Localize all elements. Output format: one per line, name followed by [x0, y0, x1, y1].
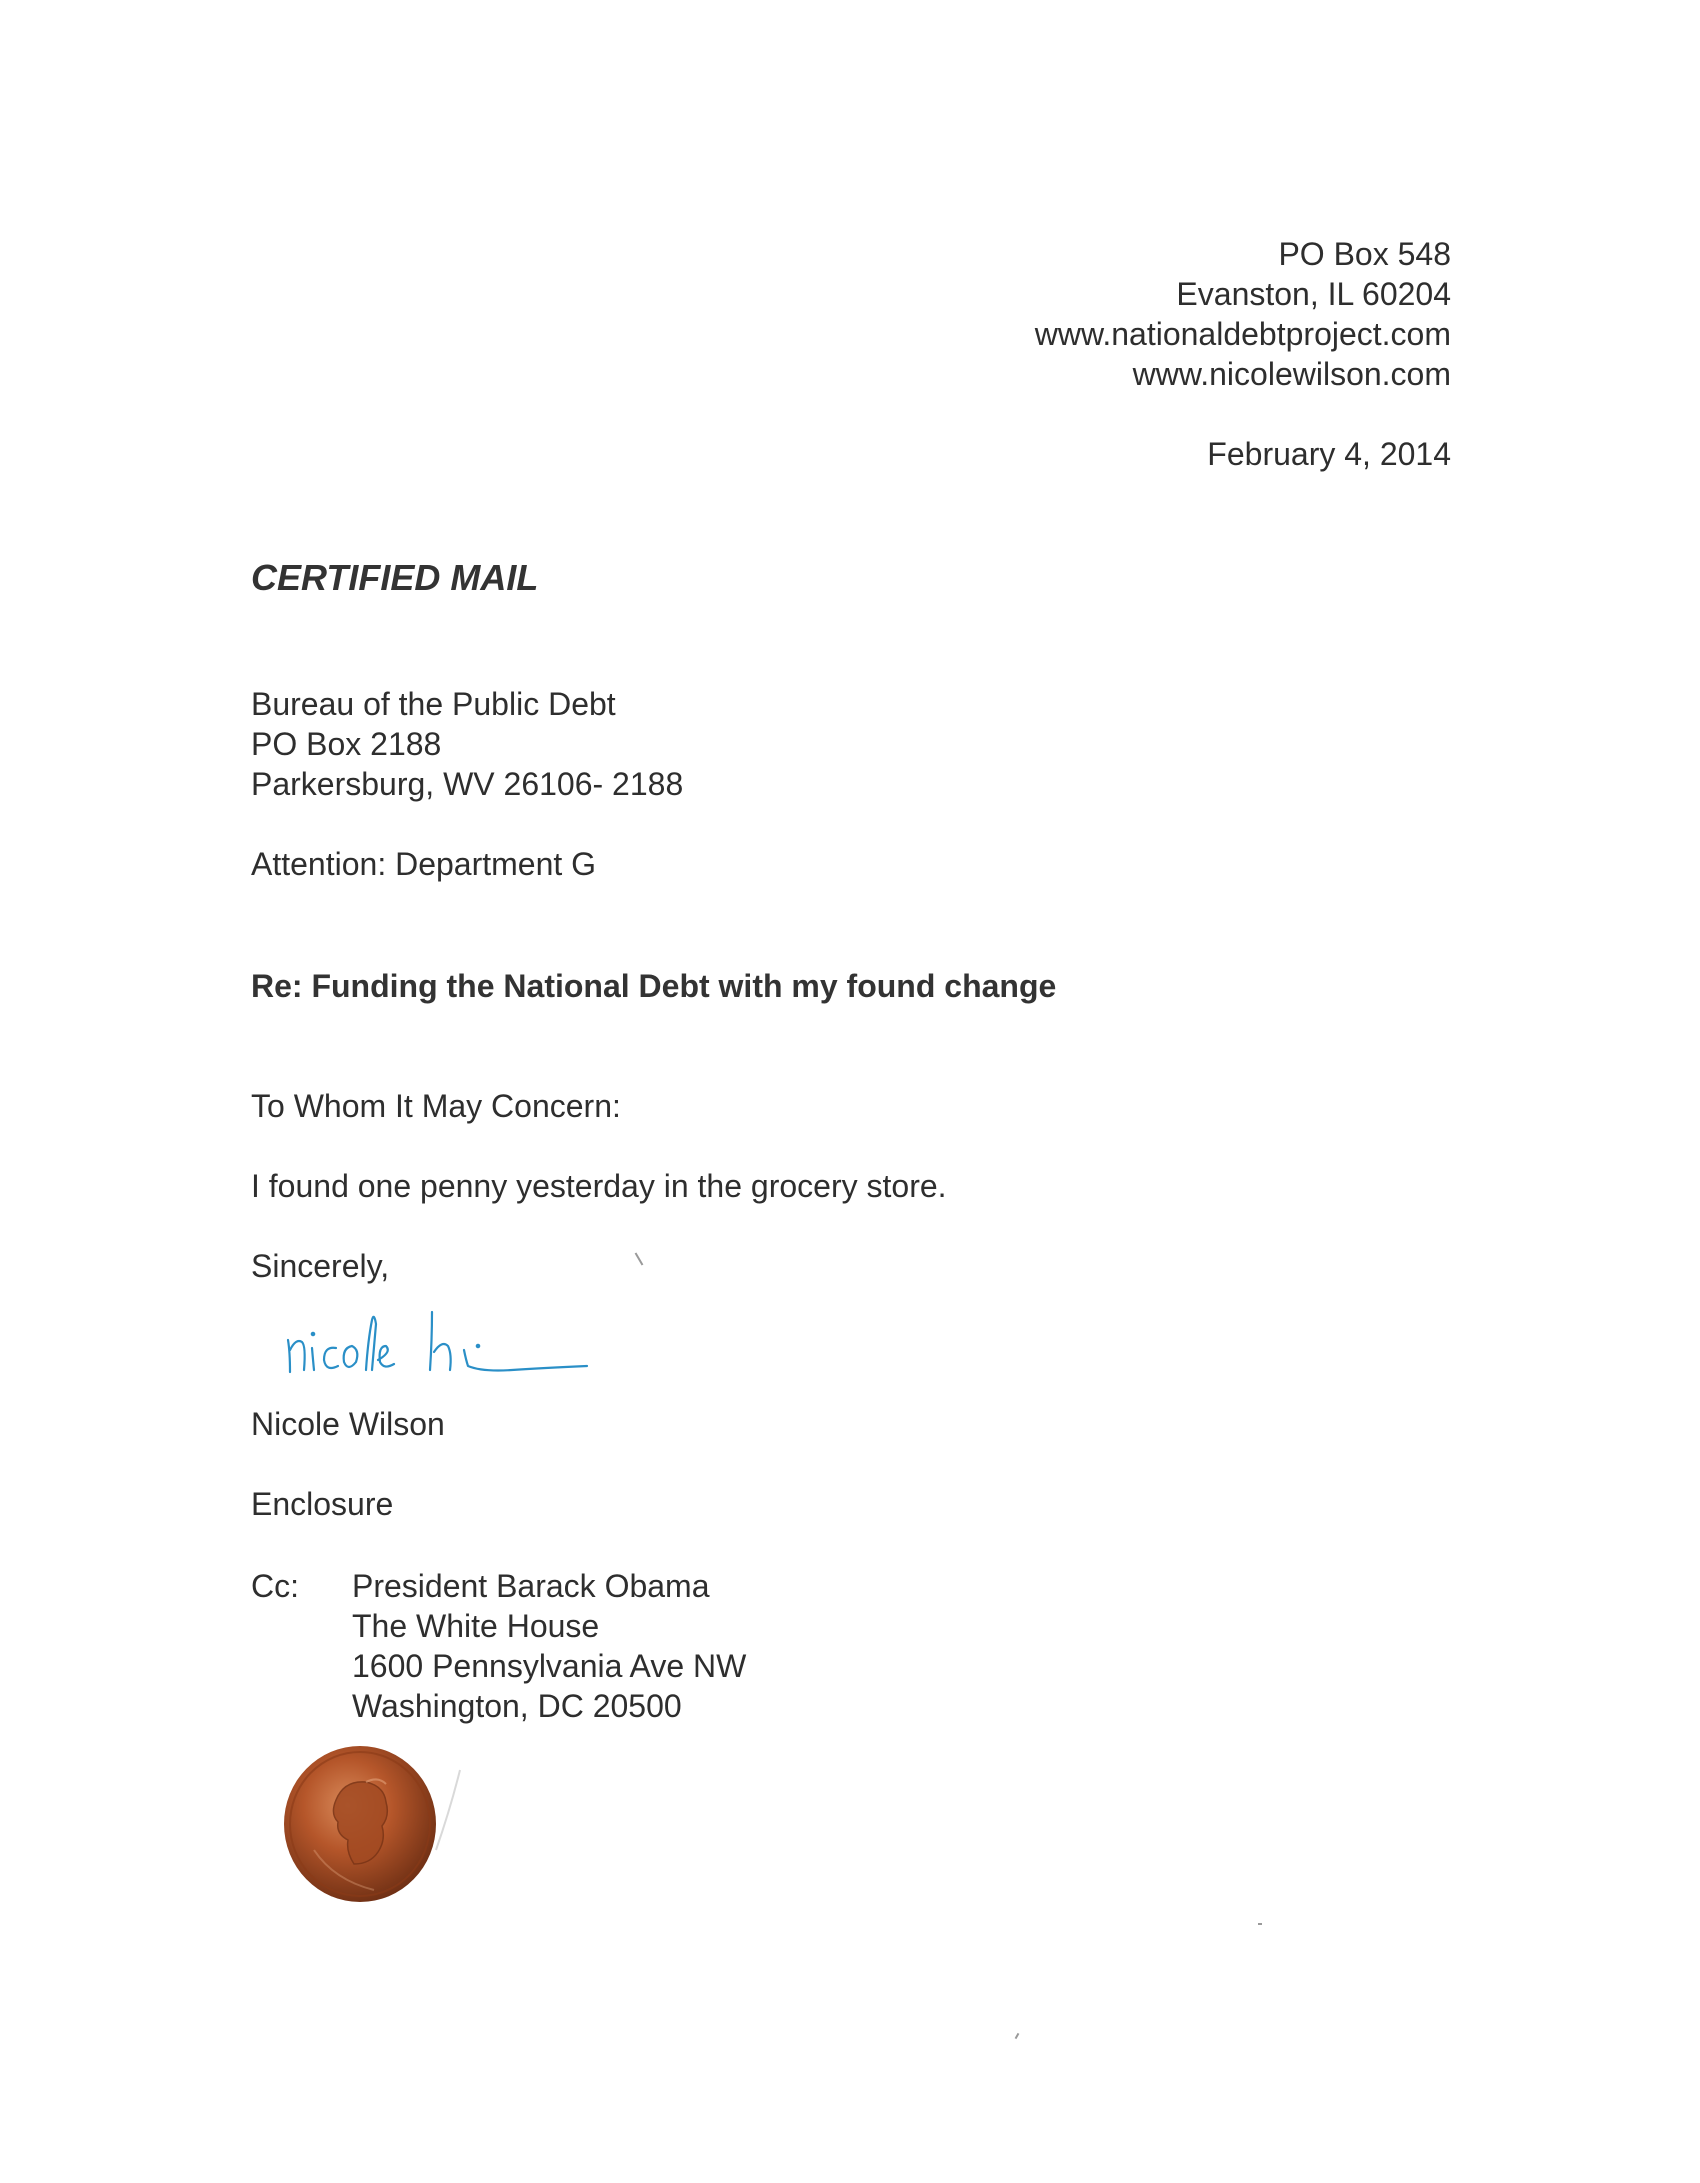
signer-name: Nicole Wilson	[251, 1406, 445, 1442]
subject-line: Re: Funding the National Debt with my found change	[251, 968, 1057, 1004]
letter-body: I found one penny yesterday in the grocery store.	[251, 1168, 947, 1204]
cc-address-block	[352, 1566, 746, 1726]
attention-line: Attention: Department G	[251, 846, 597, 882]
cc-label: Cc:	[251, 1568, 299, 1604]
recipient-address-line1: PO Box 2188	[251, 726, 442, 762]
sender-address-line2: Evanston, IL 60204	[1176, 276, 1451, 312]
recipient-address-line2: Parkersburg, WV 26106- 2188	[251, 766, 684, 802]
cc-address-line1: The White House	[352, 1608, 600, 1644]
sender-website-2: www.nicolewilson.com	[1132, 356, 1451, 392]
penny-coin-image	[274, 1740, 474, 1905]
scan-speck	[1015, 2033, 1020, 2039]
closing: Sincerely,	[251, 1248, 390, 1284]
sender-address-line1: PO Box 548	[1278, 236, 1451, 272]
scan-speck	[1258, 1923, 1262, 1925]
cc-name: President Barack Obama	[352, 1568, 710, 1604]
cc-address-line2: 1600 Pennsylvania Ave NW	[352, 1648, 747, 1684]
handwritten-signature	[282, 1290, 602, 1400]
delivery-method: CERTIFIED MAIL	[251, 557, 539, 598]
recipient-name: Bureau of the Public Debt	[251, 686, 616, 722]
enclosure-note: Enclosure	[251, 1486, 394, 1522]
scan-speck	[635, 1252, 644, 1265]
letter-date: February 4, 2014	[1207, 436, 1451, 472]
cc-address-line3: Washington, DC 20500	[352, 1688, 682, 1724]
salutation: To Whom It May Concern:	[251, 1088, 621, 1124]
sender-website-1: www.nationaldebtproject.com	[1034, 316, 1451, 352]
